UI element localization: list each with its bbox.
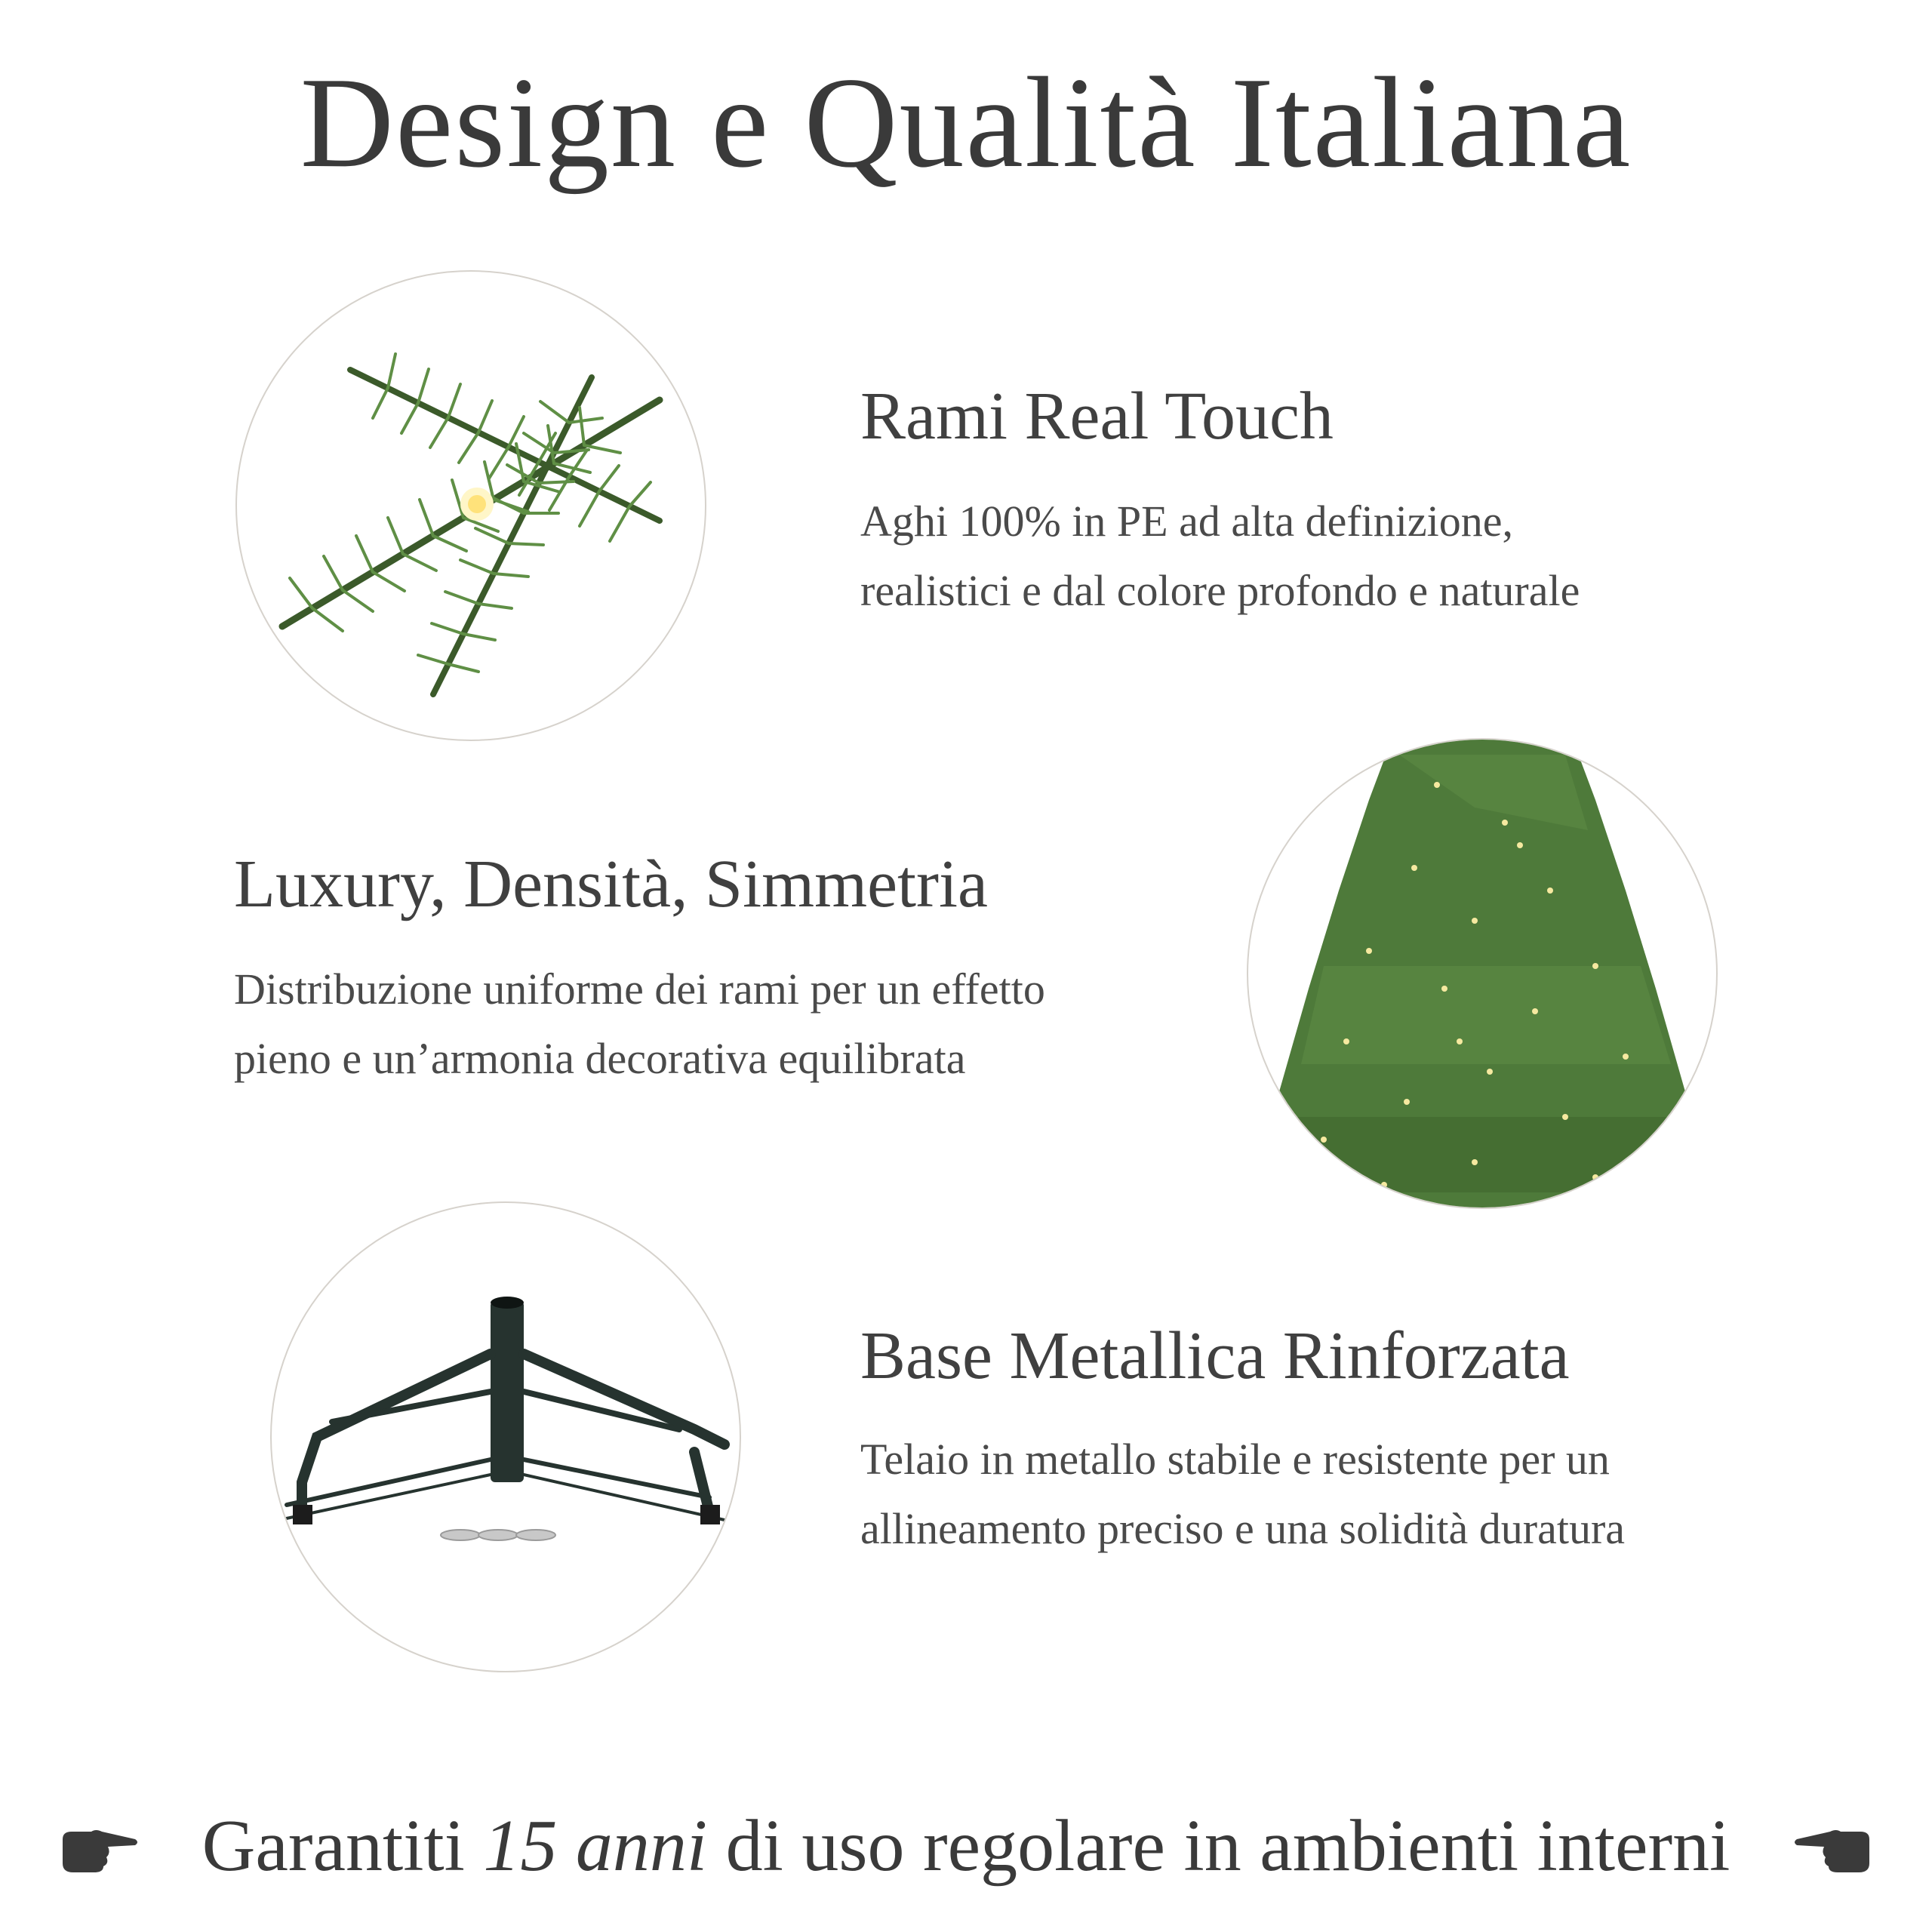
pointing-hand-left-icon [1792, 1823, 1875, 1875]
warranty-years: 15 anni [483, 1805, 708, 1887]
warranty-text-post: di uso regolare in ambienti interni [707, 1805, 1730, 1887]
christmas-tree-image [1247, 738, 1718, 1209]
feature-desc-line: Telaio in metallo stabile e resistente per un [860, 1435, 1610, 1484]
page-title: Design e Qualità Italiana [300, 51, 1632, 195]
feature-desc-luxury [234, 955, 1045, 1094]
feature-desc-line: pieno e un’armonia decorativa equilibrata [234, 1034, 966, 1083]
pine-branch-image [235, 270, 706, 741]
feature-desc-base [860, 1425, 1625, 1564]
metal-stand-image [270, 1201, 741, 1672]
feature-desc-line: realistici e dal colore profondo e naturale [860, 566, 1580, 615]
feature-desc-line: allineamento preciso e una solidità duratura [860, 1504, 1626, 1553]
warranty-text [189, 1804, 1743, 1888]
feature-title-base: Base Metallica Rinforzata [860, 1318, 1570, 1393]
pine-branch-icon [237, 272, 705, 740]
warranty-footer [0, 1804, 1932, 1909]
christmas-tree-icon [1248, 740, 1716, 1208]
pointing-hand-right-icon [57, 1823, 140, 1875]
feature-desc-line: Distribuzione uniforme dei rami per un effetto [234, 964, 1045, 1014]
feature-title-rami: Rami Real Touch [860, 379, 1334, 454]
warranty-text-pre: Garantiti [202, 1805, 484, 1887]
feature-desc-rami [860, 487, 1580, 626]
feature-desc-line: Aghi 100% in PE ad alta definizione, [860, 497, 1513, 546]
feature-title-luxury: Luxury, Densità, Simmetria [234, 847, 988, 921]
metal-stand-icon [272, 1203, 740, 1671]
